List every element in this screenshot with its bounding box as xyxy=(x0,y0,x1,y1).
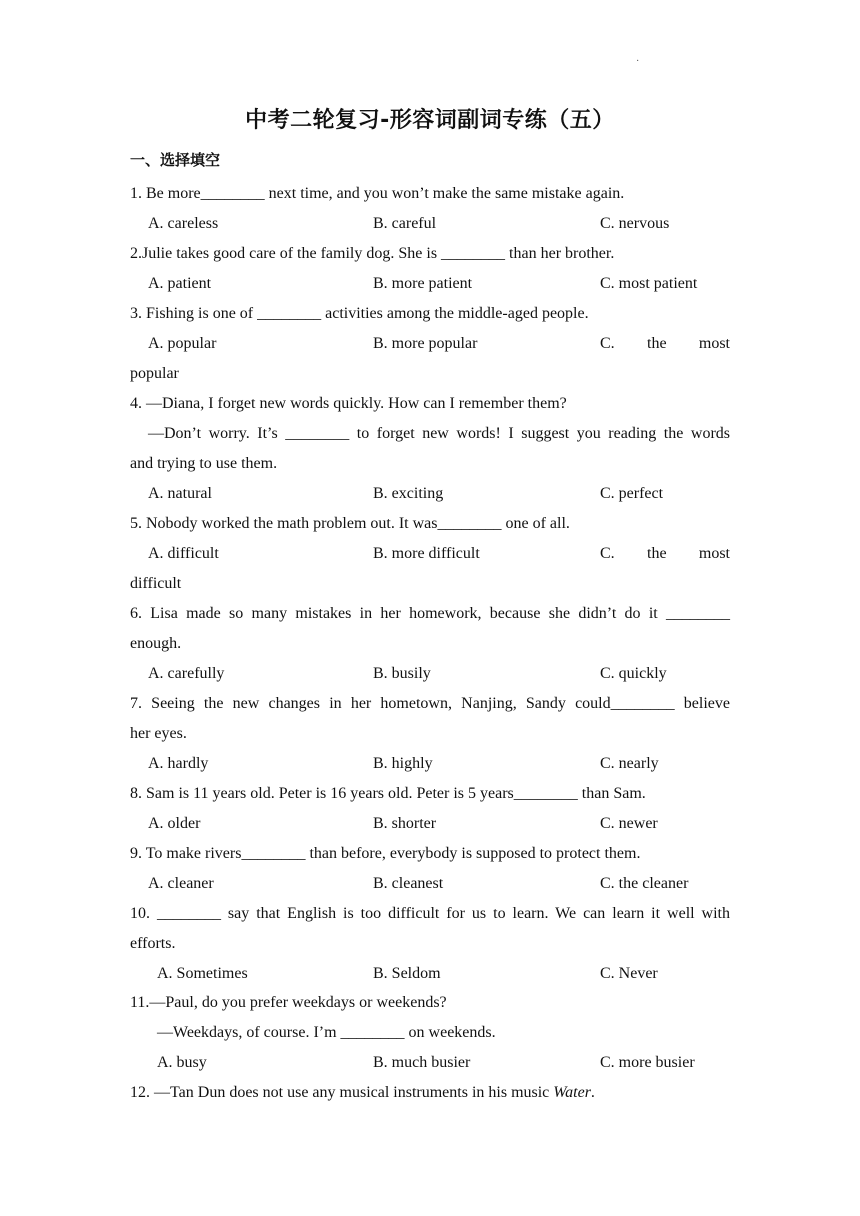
question-2-text: 2.Julie takes good care of the family dog. She is ________ than her brother. xyxy=(130,245,615,262)
q4-option-a[interactable]: A. natural xyxy=(148,485,212,502)
question-12-text-main: 12. —Tan Dun does not use any musical instruments in his music xyxy=(130,1084,554,1101)
page-mark: · xyxy=(636,56,640,67)
q9-option-b[interactable]: B. cleanest xyxy=(373,875,444,892)
q2-option-b[interactable]: B. more patient xyxy=(373,275,473,292)
q2-option-c[interactable]: C. most patient xyxy=(600,275,698,292)
q10-option-c[interactable]: C. Never xyxy=(600,965,658,982)
q1-option-a[interactable]: A. careless xyxy=(148,215,219,232)
question-9-text: 9. To make rivers________ than before, everybody is supposed to protect them. xyxy=(130,845,641,862)
q2-option-a[interactable]: A. patient xyxy=(148,275,212,292)
question-12-text xyxy=(130,1083,730,1103)
question-5-text: 5. Nobody worked the math problem out. It was________ one of all. xyxy=(130,515,570,532)
question-4-text-2: —Don’t worry. It’s ________ to forget new words! I suggest you reading the words xyxy=(148,425,730,442)
q11-option-a[interactable]: A. busy xyxy=(157,1054,207,1071)
q3-option-a[interactable]: A. popular xyxy=(148,335,217,352)
q6-option-b[interactable]: B. busily xyxy=(373,665,431,682)
q10-option-a[interactable]: A. Sometimes xyxy=(157,965,248,982)
q7-option-b[interactable]: B. highly xyxy=(373,755,433,772)
question-11-text-2: —Weekdays, of course. I’m ________ on weekends. xyxy=(157,1024,496,1041)
q9-option-a[interactable]: A. cleaner xyxy=(148,875,214,892)
q7-option-c[interactable]: C. nearly xyxy=(600,755,659,772)
question-8-text: 8. Sam is 11 years old. Peter is 16 years old. Peter is 5 years________ than Sam. xyxy=(130,785,646,802)
question-12-period: . xyxy=(590,1084,595,1101)
question-10-text: 10. ________ say that English is too difficult for us to learn. We can learn it well with xyxy=(130,905,730,922)
question-6-text: 6. Lisa made so many mistakes in her homework, because she didn’t do it ________ xyxy=(130,605,730,622)
q8-option-c[interactable]: C. newer xyxy=(600,815,658,832)
question-4-text: 4. —Diana, I forget new words quickly. How can I remember them? xyxy=(130,395,567,412)
page-title: 中考二轮复习-形容词副词专练（五） xyxy=(245,108,615,133)
question-7-text-2: her eyes. xyxy=(130,725,187,742)
question-3-text: 3. Fishing is one of ________ activities among the middle-aged people. xyxy=(130,305,589,322)
question-10-text-2: efforts. xyxy=(130,935,176,952)
question-11-text: 11.—Paul, do you prefer weekdays or weekends? xyxy=(130,994,447,1011)
q7-option-a[interactable]: A. hardly xyxy=(148,755,209,772)
q6-option-a[interactable]: A. carefully xyxy=(148,665,225,682)
q4-option-c[interactable]: C. perfect xyxy=(600,485,664,502)
question-1-text: 1. Be more________ next time, and you won’t make the same mistake again. xyxy=(130,185,625,202)
question-7-text: 7. Seeing the new changes in her hometown, Nanjing, Sandy could________ believe xyxy=(130,695,730,712)
q11-option-c[interactable]: C. more busier xyxy=(600,1054,695,1071)
section-heading: 一、选择填空 xyxy=(130,151,221,169)
q3-option-c-wrap: popular xyxy=(130,365,179,382)
question-4-text-3: and trying to use them. xyxy=(130,455,278,472)
q1-option-b[interactable]: B. careful xyxy=(373,215,437,232)
q11-option-b[interactable]: B. much busier xyxy=(373,1054,471,1071)
q3-option-c[interactable]: C. the most xyxy=(600,335,730,352)
q9-option-c[interactable]: C. the cleaner xyxy=(600,875,689,892)
q5-option-c[interactable]: C. the most xyxy=(600,545,730,562)
question-6-text-2: enough. xyxy=(130,635,182,652)
q3-option-b[interactable]: B. more popular xyxy=(373,335,478,352)
q5-option-b[interactable]: B. more difficult xyxy=(373,545,480,562)
q8-option-a[interactable]: A. older xyxy=(148,815,201,832)
q10-option-b[interactable]: B. Seldom xyxy=(373,965,441,982)
q6-option-c[interactable]: C. quickly xyxy=(600,665,667,682)
q1-option-c[interactable]: C. nervous xyxy=(600,215,670,232)
q8-option-b[interactable]: B. shorter xyxy=(373,815,437,832)
q5-option-a[interactable]: A. difficult xyxy=(148,545,219,562)
q5-option-c-wrap: difficult xyxy=(130,575,182,592)
question-12-title-italic: Water xyxy=(553,1084,591,1101)
q4-option-b[interactable]: B. exciting xyxy=(373,485,444,502)
